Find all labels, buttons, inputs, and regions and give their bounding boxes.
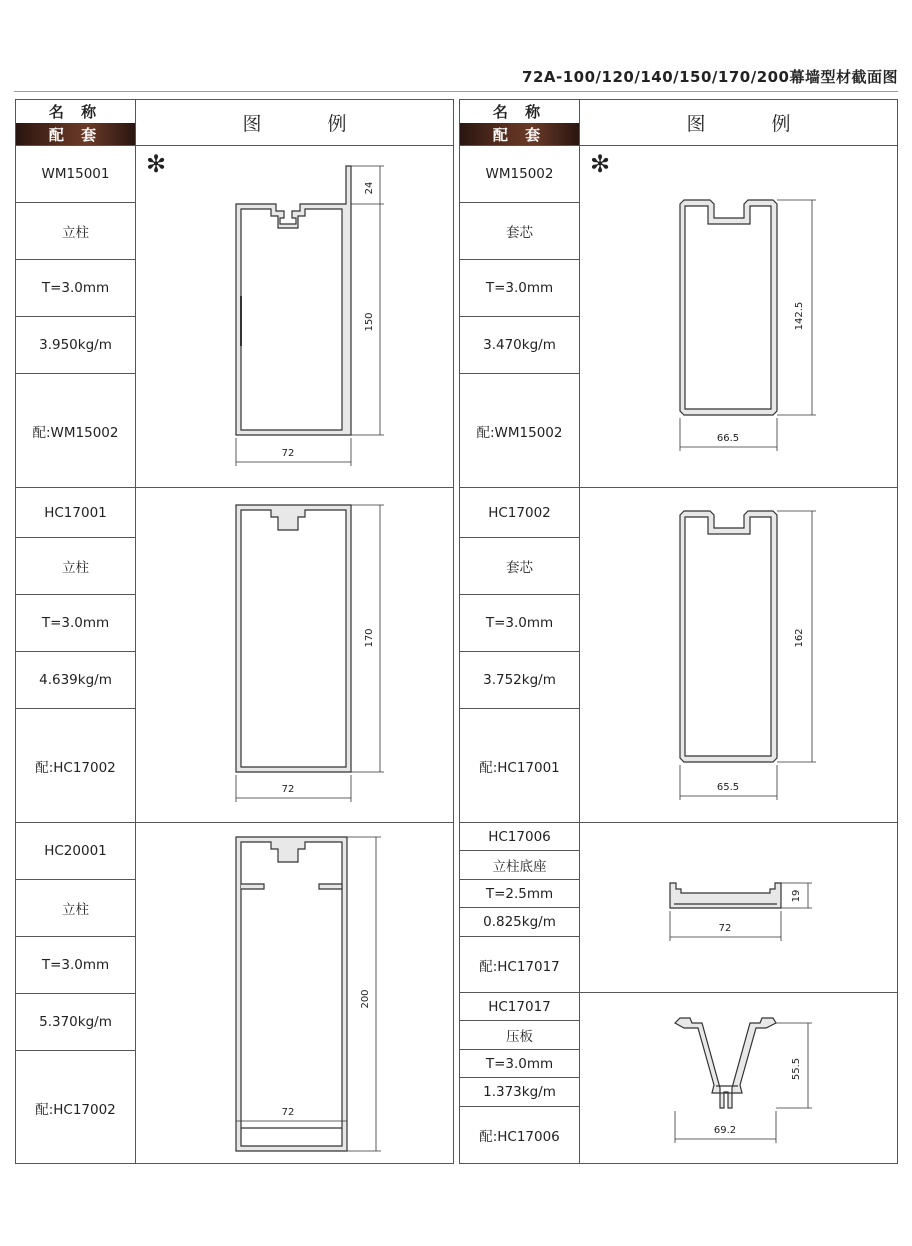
profile-group — [460, 823, 897, 993]
profile-code: HC17002 — [460, 488, 579, 538]
asterisk-icon: ✻ — [146, 150, 167, 178]
profile-code: HC17017 — [460, 993, 579, 1021]
profile-weight: 3.470kg/m — [460, 317, 579, 374]
profile-type: 立柱底座 — [460, 851, 579, 880]
profile-match: 配:HC17002 — [35, 759, 116, 776]
header-name-match — [16, 100, 136, 146]
profile-svg — [136, 146, 454, 486]
profile-code: HC20001 — [16, 823, 135, 880]
profile-code: WM15002 — [460, 146, 579, 203]
profile-match: 配:HC17006 — [479, 1129, 560, 1145]
profile-thickness: T=3.0mm — [460, 260, 579, 317]
left-table — [15, 99, 454, 1164]
profile-drawing — [580, 993, 897, 1164]
profile-group — [460, 993, 897, 1164]
profile-code: HC17006 — [460, 823, 579, 851]
profile-type: 立柱 — [16, 203, 135, 260]
header-match: 配 套 — [460, 123, 579, 145]
profile-drawing — [136, 488, 453, 822]
profile-match: 配:WM15002 — [476, 424, 563, 441]
dim-width: 72 — [281, 448, 295, 459]
header-diagram: 图 例 — [580, 100, 897, 146]
page-title: 72A-100/120/140/150/170/200幕墙型材截面图 — [522, 68, 898, 86]
right-table — [459, 99, 898, 1164]
profile-weight: 5.370kg/m — [16, 994, 135, 1051]
dim-top: 24 — [364, 181, 375, 195]
dim-width: 72 — [281, 784, 295, 795]
profile-group — [16, 146, 453, 488]
dim-height: 142.5 — [794, 301, 805, 331]
profile-group — [16, 488, 453, 823]
profile-type: 套芯 — [460, 203, 579, 260]
profile-group — [460, 488, 897, 823]
profile-svg — [136, 823, 454, 1164]
profile-drawing — [136, 146, 453, 487]
header-name: 名 称 — [48, 103, 103, 121]
profile-weight: 0.825kg/m — [460, 908, 579, 937]
profile-weight: 4.639kg/m — [16, 652, 135, 709]
header-match: 配 套 — [16, 123, 135, 145]
asterisk-icon: ✻ — [590, 150, 611, 178]
profile-type: 立柱 — [16, 538, 135, 595]
title-rule — [14, 91, 898, 92]
profile-weight: 1.373kg/m — [460, 1078, 579, 1107]
profile-match: 配:HC17001 — [479, 759, 560, 776]
dim-width: 69.2 — [713, 1125, 737, 1136]
header-diagram: 图 例 — [136, 100, 453, 146]
profile-type: 套芯 — [460, 538, 579, 595]
profile-type: 立柱 — [16, 880, 135, 937]
dim-height: 170 — [364, 628, 375, 648]
profile-match: 配:HC17017 — [479, 958, 560, 975]
profile-svg — [580, 488, 898, 822]
profile-thickness: T=3.0mm — [460, 595, 579, 652]
profile-weight: 3.950kg/m — [16, 317, 135, 374]
profile-thickness: T=2.5mm — [460, 880, 579, 908]
dim-width: 72 — [281, 1107, 295, 1118]
profile-drawing — [580, 488, 897, 822]
profile-thickness: T=3.0mm — [16, 937, 135, 994]
profile-thickness: T=3.0mm — [16, 260, 135, 317]
profile-thickness: T=3.0mm — [16, 595, 135, 652]
dim-height: 150 — [364, 312, 375, 332]
dim-width: 65.5 — [716, 782, 740, 793]
profile-type: 压板 — [460, 1021, 579, 1050]
profile-drawing — [580, 146, 897, 487]
dim-width: 72 — [718, 923, 732, 934]
profile-code: WM15001 — [16, 146, 135, 203]
header-name: 名 称 — [492, 103, 547, 121]
profile-svg — [580, 993, 898, 1164]
dim-height: 162 — [794, 628, 805, 648]
profile-match: 配:WM15002 — [32, 424, 119, 441]
profile-drawing — [136, 823, 453, 1164]
profile-group — [460, 146, 897, 488]
profile-code: HC17001 — [16, 488, 135, 538]
profile-svg — [136, 488, 454, 822]
dim-height: 55.5 — [791, 1057, 802, 1081]
profile-svg — [580, 823, 898, 993]
profile-match: 配:HC17002 — [35, 1101, 116, 1118]
dim-height: 19 — [791, 889, 802, 903]
profile-weight: 3.752kg/m — [460, 652, 579, 709]
dim-height: 200 — [360, 989, 371, 1009]
profile-svg — [580, 146, 898, 486]
header-name-match — [460, 100, 580, 146]
profile-group — [16, 823, 453, 1164]
profile-thickness: T=3.0mm — [460, 1050, 579, 1078]
dim-width: 66.5 — [716, 433, 740, 444]
profile-drawing — [580, 823, 897, 992]
